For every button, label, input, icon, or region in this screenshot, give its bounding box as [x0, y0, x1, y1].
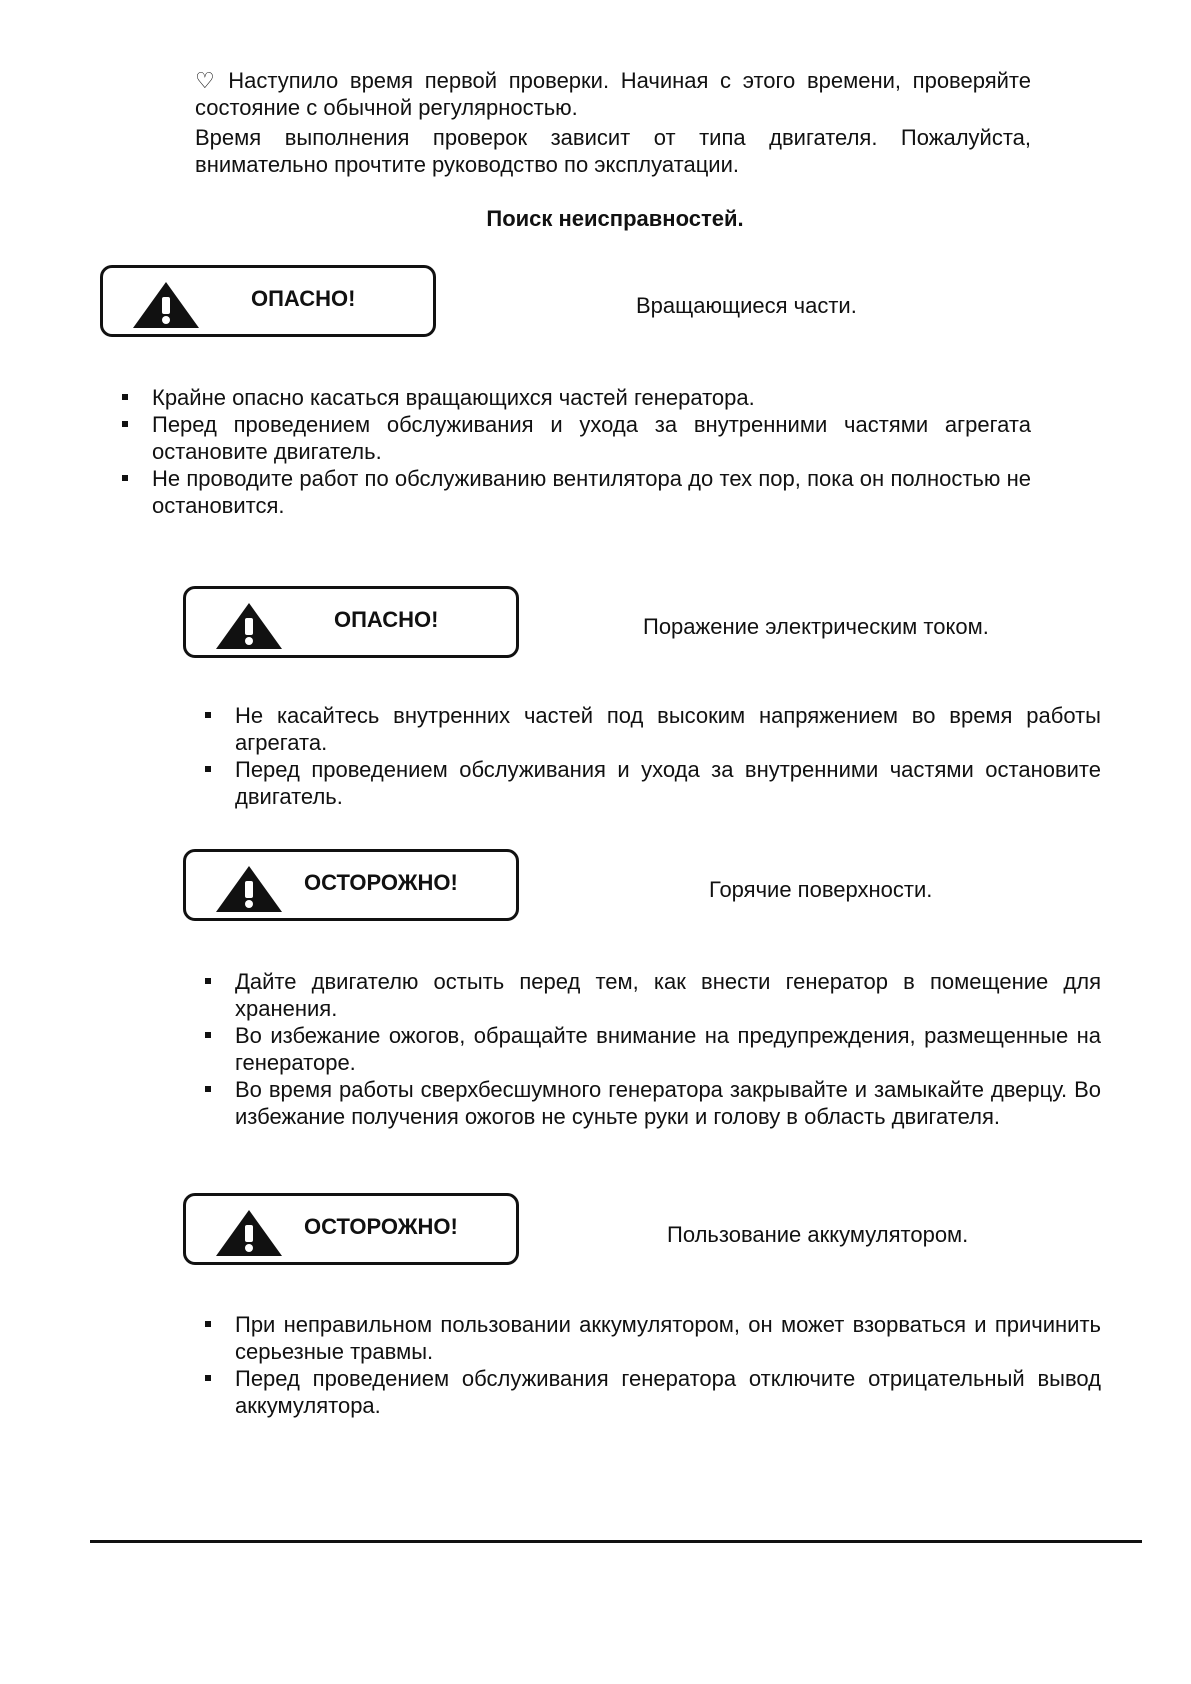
list-item: Перед проведением обслуживания и ухода за внутренними частями агрегата остановите двигатель. [118, 411, 1031, 465]
list-item: Не проводите работ по обслуживанию вентилятора до тех пор, пока он полностью не остановится. [118, 465, 1031, 519]
signal-word-danger: ОПАСНО! [334, 607, 439, 632]
warning-triangle-icon [214, 1208, 284, 1258]
danger-warning-box [100, 265, 436, 337]
signal-word-danger: ОПАСНО! [251, 286, 356, 311]
list-item: Перед проведением обслуживания генератора отключите отрицательный вывод аккумулятора. [201, 1365, 1101, 1419]
warning-triangle-icon [131, 280, 201, 330]
section-title: Поиск неисправностей. [486, 206, 744, 231]
signal-word-caution: ОСТОРОЖНО! [304, 870, 458, 895]
hazard-bullet-list [118, 384, 1031, 519]
list-item: Не касайтесь внутренних частей под высоким напряжением во время работы агрегата. [201, 702, 1101, 756]
signal-word-caution: ОСТОРОЖНО! [304, 1214, 458, 1239]
danger-warning-box [183, 586, 519, 658]
hazard-description: Поражение электрическим током. [643, 614, 989, 639]
list-item: Дайте двигателю остыть перед тем, как внести генератор в помещение для хранения. [201, 968, 1101, 1022]
caution-warning-box [183, 849, 519, 921]
warning-triangle-icon [214, 601, 284, 651]
hazard-bullet-list [201, 702, 1101, 810]
footer-divider [90, 1540, 1142, 1543]
list-item: При неправильном пользовании аккумулятором, он может взорваться и причинить серьезные травмы. [201, 1311, 1101, 1365]
heart-symbol: ♡ [195, 68, 221, 93]
warning-triangle-icon [214, 864, 284, 914]
intro-paragraph-1 [195, 67, 1031, 121]
hazard-description: Вращающиеся части. [636, 293, 857, 318]
intro-paragraph-2: Время выполнения проверок зависит от типа двигателя. Пожалуйста, внимательно прочтите руководство по эксплуатации. [195, 125, 1031, 177]
list-item: Перед проведением обслуживания и ухода за внутренними частями остановите двигатель. [201, 756, 1101, 810]
hazard-bullet-list [201, 968, 1101, 1130]
hazard-description: Горячие поверхности. [709, 877, 933, 902]
list-item: Во избежание ожогов, обращайте внимание на предупреждения, размещенные на генераторе. [201, 1022, 1101, 1076]
intro-text-1: Наступило время первой проверки. Начиная с этого времени, проверяйте состояние с обычной регулярностью. [195, 68, 1031, 120]
hazard-bullet-list [201, 1311, 1101, 1419]
list-item: Во время работы сверхбесшумного генератора закрывайте и замыкайте дверцу. Во избежание получения ожогов не суньте руки и голову в область двигателя. [201, 1076, 1101, 1130]
caution-warning-box [183, 1193, 519, 1265]
list-item: Крайне опасно касаться вращающихся частей генератора. [118, 384, 1031, 411]
hazard-description: Пользование аккумулятором. [667, 1222, 969, 1247]
